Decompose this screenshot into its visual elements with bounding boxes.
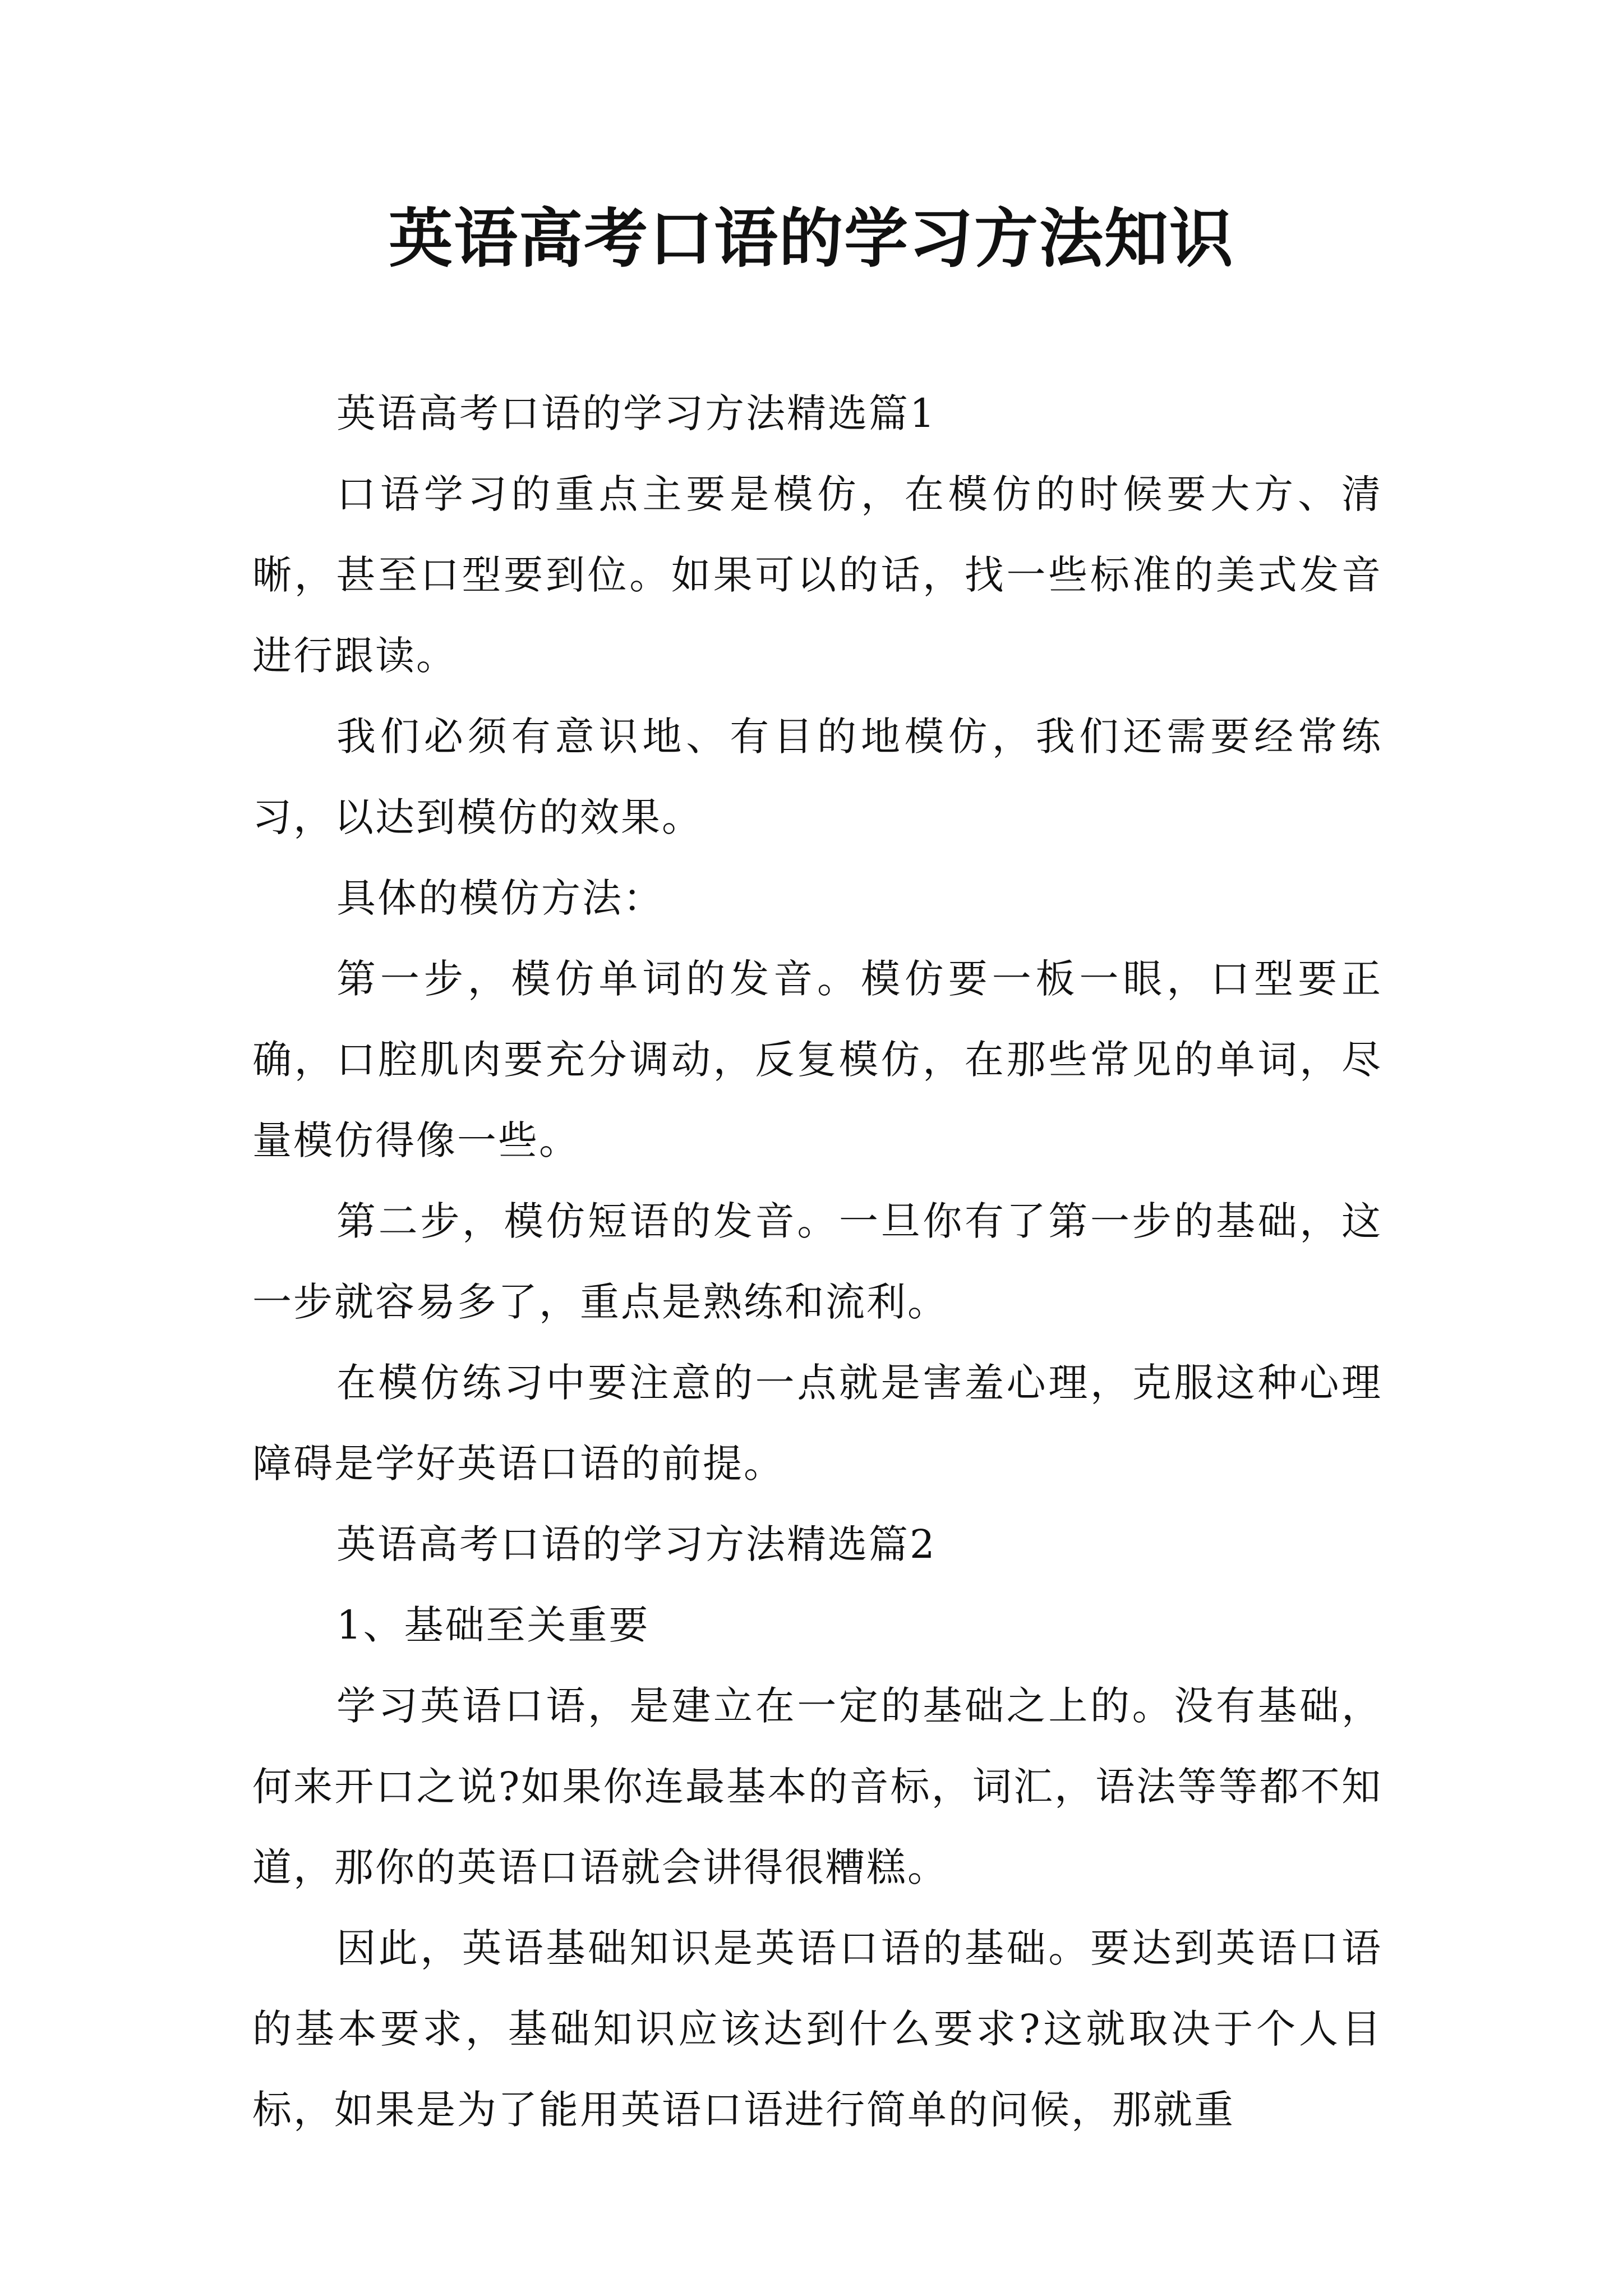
- subheading: 1、基础至关重要: [336, 1602, 650, 1648]
- document-title: 英语高考口语的学习方法知识: [388, 201, 1234, 276]
- paragraph: 第一步，模仿单词的发音。模仿要一板一眼，口型要正确，口腔肌肉要充分调动，反复模仿，在那些常见的单词，尽量模仿得像一些。: [252, 956, 1382, 1163]
- section-heading-2: 英语高考口语的学习方法精选篇2: [336, 1521, 937, 1567]
- paragraph: 学习英语口语，是建立在一定的基础之上的。没有基础，何来开口之说?如果你连最基本的音标，词汇，语法等等都不知道，那你的英语口语就会讲得很糟糕。: [252, 1683, 1382, 1890]
- paragraph: 具体的模仿方法：: [336, 875, 664, 921]
- document-body: [252, 373, 1382, 2150]
- paragraph: 第二步，模仿短语的发音。一旦你有了第一步的基础，这一步就容易多了，重点是熟练和流利。: [252, 1198, 1382, 1325]
- paragraph: 在模仿练习中要注意的一点就是害羞心理，克服这种心理障碍是学好英语口语的前提。: [252, 1360, 1382, 1487]
- section-heading-1: 英语高考口语的学习方法精选篇1: [336, 390, 937, 436]
- paragraph: 我们必须有意识地、有目的地模仿，我们还需要经常练习，以达到模仿的效果。: [252, 714, 1382, 840]
- paragraph: 口语学习的重点主要是模仿，在模仿的时候要大方、清晰，甚至口型要到位。如果可以的话，找一些标准的美式发音进行跟读。: [252, 471, 1382, 679]
- paragraph: 因此，英语基础知识是英语口语的基础。要达到英语口语的基本要求，基础知识应该达到什么要求?这就取决于个人目标，如果是为了能用英语口语进行简单的问候，那就重: [252, 1925, 1382, 2133]
